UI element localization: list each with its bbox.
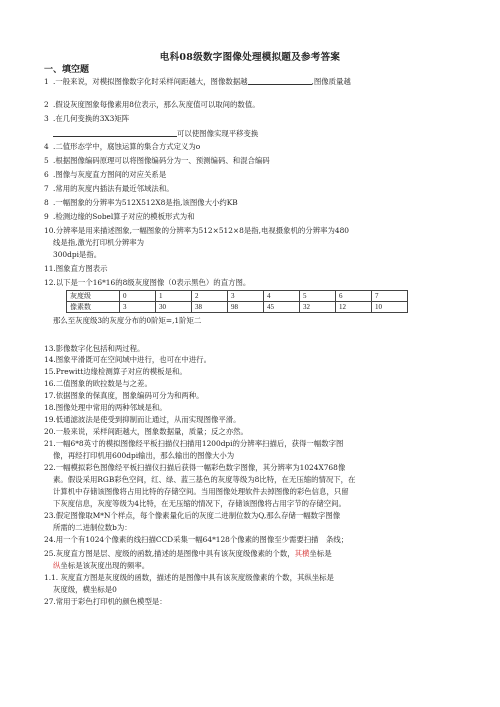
question-number: 23 [44,511,54,520]
question-text: .一般来说，采样间距越大，图象数据量，质量；反之亦然。 [53,427,248,436]
question-line [44,597,167,607]
question-line [44,250,101,260]
question-text: .二值图象的欧拉数是与之差。 [53,379,152,388]
question-line [44,561,149,571]
question-line [44,76,351,87]
question-line [44,463,345,473]
question-number: 1 [44,77,49,86]
histogram-cell: 30 [156,302,192,313]
histogram-cell: 3 [228,291,264,302]
question-text: 灰度直方图是灰度级的函数，描述的是图像中具有该灰度级像素的个数，其纵坐标是 [58,573,334,582]
question-number: 18 [44,403,54,412]
question-number: 19 [44,415,54,424]
question-text: 所需的二进制位数b为： [53,523,132,532]
question-text: .影像数字化包括和两过程。 [53,344,145,353]
question-line [44,549,332,559]
histogram-cell: 7 [372,291,408,302]
question-text: .用一个有1024个像素的线扫描CCD采集一幅64*128个像素的图像至少需要扫描 条线； [53,535,349,544]
question-text: .一幅模拟彩色图像经平板扫描仪扫描后获得一幅彩色数字图像，其分辨率为1024X768像 [53,463,346,472]
question-text: .常用于彩色打印机的颜色模型是： [53,597,167,606]
question-text: ,图像质量越 [311,77,351,86]
question-line [44,170,166,180]
question-number: 1.1. [44,573,59,582]
question-text: 素。假设采用RGB彩色空间，红、绿、蓝三基色的灰度等级为8比特，在无压缩的情况下，在 [53,475,356,484]
histogram-header-cell: 灰度级 [67,291,120,302]
question-text: .低通滤波法是使受到抑制而让通过，从而实现图像平滑。 [53,415,241,424]
question-text: 坐标是该灰度出现的频率。 [60,561,150,570]
question-line [44,439,343,449]
question-line [44,238,144,248]
question-text: 线是指,激光打印机分辨率为 [53,238,145,247]
question-text: .二值形态学中，腐蚀运算的集合方式定义为o [53,142,201,151]
question-number: 21 [44,439,54,448]
question-number: 6 [44,170,49,179]
question-number: 14 [44,355,54,364]
question-line [44,344,144,354]
histogram-cell: 3 [120,302,156,313]
question-text: .图像与灰度直方图间的对应关系是 [53,170,167,179]
question-text: .灰度直方图是层、度级的函数,描述的是图像中具有该灰度级像素的个数， [53,549,295,558]
question-number: 25 [44,549,54,558]
histogram-header-cell: 像素数 [67,302,120,313]
histogram-row-counts [67,302,408,313]
histogram-cell: 98 [228,302,264,313]
histogram-cell: 2 [192,291,228,302]
question-line [44,156,270,166]
question-line [44,511,340,521]
question-line [44,278,250,288]
question-line [44,264,108,274]
question-line [44,198,238,208]
question-number: 2 [44,100,49,109]
question-text: .假设灰度图象每像素用8位表示，那么灰度值可以取间的数值。 [53,100,260,109]
question-text: .常用的灰度内插法有最近邻域法和。 [53,184,174,193]
question-text: 像，再经打印机用600dpi输出，那么输出的图像大小为 [53,451,235,460]
question-line [44,367,187,377]
question-text: .在几何变换的3X3矩阵 [53,114,130,123]
question-text: 灰度级，横坐标是0 [53,585,117,594]
question-line [44,184,174,194]
histogram-cell: 6 [336,291,372,302]
question-line [44,100,260,110]
question-text: 300dpi是指。 [53,250,102,259]
question-number: 20 [44,427,54,436]
question-line [44,403,167,413]
question-text: .图象直方图表示 [53,264,108,273]
question-line [44,415,241,425]
question-number: 27 [44,597,54,606]
answer-blank [53,128,177,137]
question-number: 7 [44,184,49,193]
question-number: 13 [44,344,54,353]
question-text: .一幅6*8英寸的模拟图像经平板扫描仪扫描用1200dpi的分辨率扫描后，获得一幅数字图 [53,439,344,448]
question-text: 坐标是 [309,549,332,558]
question-line [44,128,258,139]
question-number: 12 [44,278,54,287]
question-number: 9 [44,212,49,221]
question-text: .以下是一个16*16的8级灰度图像（0表示黑色）的直方图。 [53,278,251,287]
question-number: 4 [44,142,49,151]
question-text: .图象平滑既可在空间域中进行，也可在中进行。 [53,355,211,364]
question-text: .一般来说，对模拟图像数字化时采样间距越大，图像数据越 [53,77,248,86]
question-text: .依据图象的保真度，图象编码可分为和两种。 [53,391,204,400]
question-line [44,379,152,389]
histogram-cell: 32 [300,302,336,313]
histogram-cell: 38 [192,302,228,313]
highlighted-text: 其横 [294,549,310,558]
histogram-cell: 12 [336,302,372,313]
question-text: .Prewitt边缘检测算子对应的模板是和。 [53,367,187,376]
question-line [44,573,334,583]
document-title: 电科08级数字图像处理模拟题及参考答案 [159,52,341,63]
question-number: 17 [44,391,54,400]
question-text: .根据图像编码原理可以将图像编码分为一、预测编码、 [53,156,233,165]
question-line [44,451,234,461]
question-line [44,316,201,326]
question-line [44,585,117,595]
question-line [44,114,129,124]
question-number: 22 [44,463,54,472]
question-number: 11 [44,264,54,273]
question-text: 那么至灰度级3的灰度分布的0阶矩=,1阶矩二 [53,316,202,325]
question-line [44,427,248,437]
question-line [44,523,132,533]
question-line [44,212,195,222]
question-text: .一幅图象的分辨率为512X512X8是指,该图像大小约KB [53,198,238,207]
highlighted-text: 纵 [53,561,61,570]
histogram-row-levels [67,291,408,302]
question-line [44,499,346,509]
question-line [44,487,349,497]
histogram-cell: 1 [156,291,192,302]
question-text: 计算机中存储该图像将占用比特的存储空间。当用图像处理软件去掉图像的彩色信息，只留 [53,487,349,496]
question-text: .假定图像取M*N个样点，每个像素量化后的灰度二进制位数为Q,那么存储一幅数字图像 [53,511,341,520]
question-number: 10 [44,226,54,235]
histogram-table [66,290,408,313]
question-text: 和混合编码 [232,156,270,165]
histogram-cell: 5 [300,291,336,302]
question-line [44,142,200,152]
histogram-cell: 45 [264,302,300,313]
question-line [44,475,355,485]
histogram-cell: 10 [372,302,408,313]
question-text: 可以使图像实现平移变换 [177,129,259,138]
question-line [44,535,348,545]
question-text: .检测边缘的Sobel算子对应的模板形式为和 [53,212,195,221]
histogram-cell: 0 [120,291,156,302]
question-line [44,391,204,401]
question-number: 16 [44,379,54,388]
question-text: 下灰度信息，灰度等级为4比特，在无压缩的情况下，存储该图像将占用字节的存储空间。 [53,499,346,508]
question-line [44,355,211,365]
question-number: 5 [44,156,49,165]
question-line [44,226,349,236]
question-number: 8 [44,198,49,207]
question-text: .图像处理中常用的两种邻域是和。 [53,403,167,412]
section-heading: 一、填空题 [44,65,90,75]
question-text: .分辨率是用来描述图象,一幅图象的分辨率为512×512×8是指,电视摄象机的分辨率为480 [53,226,349,235]
question-number: 24 [44,535,54,544]
histogram-cell: 4 [264,291,300,302]
question-number: 15 [44,367,54,376]
answer-blank [248,76,312,85]
question-number: 3 [44,114,49,123]
